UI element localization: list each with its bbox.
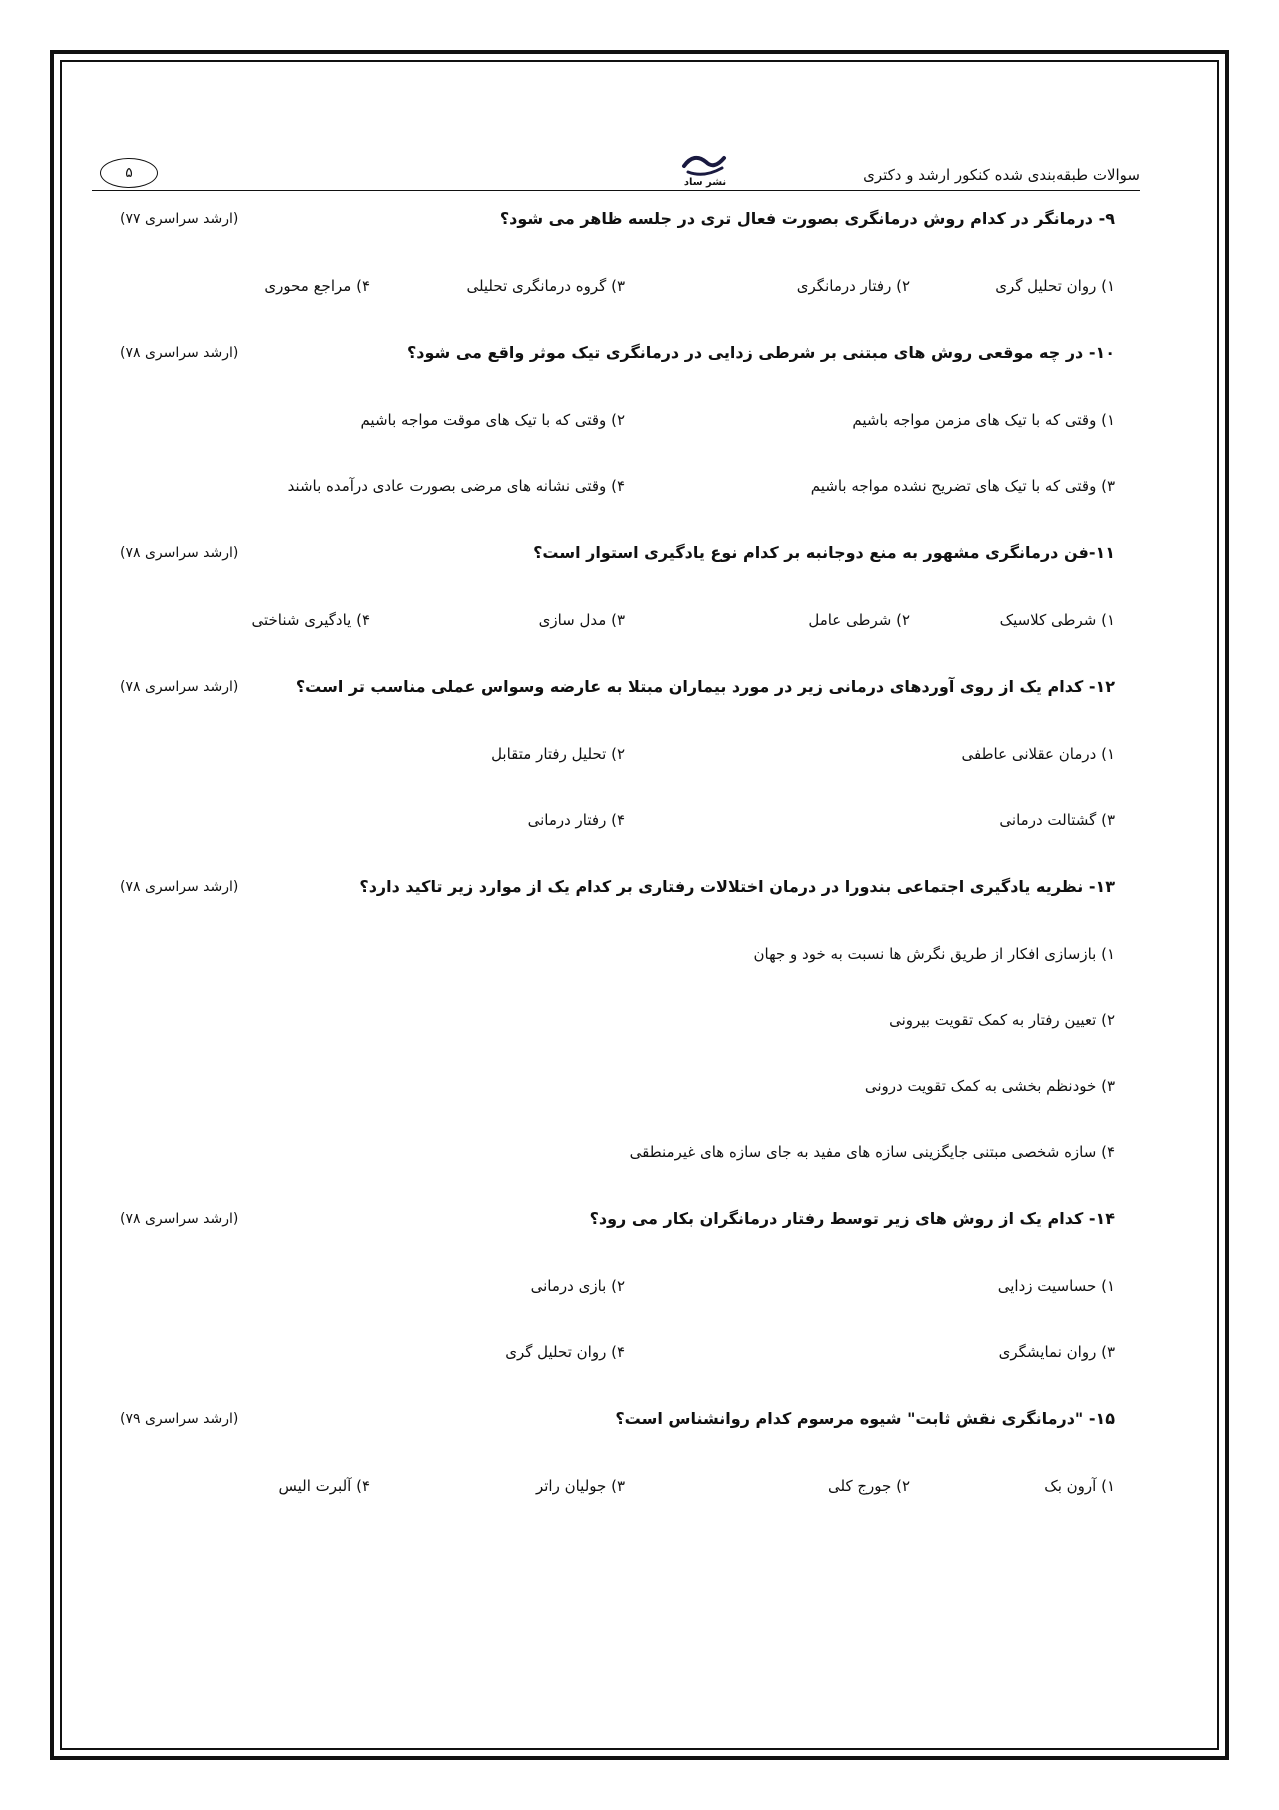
option: ۱) شرطی کلاسیک	[999, 611, 1115, 629]
options-row	[120, 1139, 1115, 1169]
question-text: ۱۴- کدام یک از روش های زیر توسط رفتار درمانگران بکار می رود؟	[589, 1209, 1115, 1228]
option: ۱) حساسیت زدایی	[997, 1277, 1115, 1295]
option: ۱) روان تحلیل گری	[995, 277, 1115, 295]
logo-text: نشر ساد	[683, 177, 727, 188]
question-source: (ارشد سراسری ۷۸)	[120, 545, 239, 561]
option: ۴) مراجع محوری	[264, 277, 370, 295]
option: ۱) وقتی که با تیک های مزمن مواجه باشیم	[852, 411, 1115, 429]
options-row	[120, 1339, 1115, 1369]
options-row	[120, 607, 1115, 637]
page-header	[92, 148, 1140, 190]
question-13	[120, 873, 1115, 905]
options-row	[120, 941, 1115, 971]
question-14	[120, 1205, 1115, 1237]
option: ۳) خودنظم بخشی به کمک تقویت درونی	[864, 1077, 1115, 1095]
options-row	[120, 741, 1115, 771]
option: ۴) آلبرت الیس	[278, 1477, 370, 1495]
question-15	[120, 1405, 1115, 1437]
option: ۴) یادگیری شناختی	[251, 611, 370, 629]
option: ۲) تعیین رفتار به کمک تقویت بیرونی	[889, 1011, 1115, 1029]
page-number: ۵	[100, 158, 158, 188]
option: ۲) شرطی عامل	[808, 611, 910, 629]
header-divider	[92, 190, 1140, 191]
options-row	[120, 807, 1115, 837]
question-source: (ارشد سراسری ۷۷)	[120, 211, 239, 227]
question-text: ۹- درمانگر در کدام روش درمانگری بصورت فعال تری در جلسه ظاهر می شود؟	[499, 209, 1115, 228]
question-text: ۱۳- نظریه یادگیری اجتماعی بندورا در درمان اختلالات رفتاری بر کدام یک از موارد زیر تاکید دارد؟	[359, 877, 1115, 896]
option: ۴) روان تحلیل گری	[505, 1343, 625, 1361]
option: ۴) سازه شخصی مبتنی جایگزینی سازه های مفید به جای سازه های غیرمنطقی	[629, 1143, 1115, 1161]
option: ۳) روان نمایشگری	[998, 1343, 1115, 1361]
option: ۲) رفتار درمانگری	[796, 277, 910, 295]
option: ۴) رفتار درمانی	[527, 811, 625, 829]
option: ۱) درمان عقلانی عاطفی	[961, 745, 1115, 763]
options-row	[120, 1473, 1115, 1503]
question-list	[120, 205, 1115, 1503]
question-9	[120, 205, 1115, 237]
option: ۳) مدل سازی	[538, 611, 625, 629]
question-source: (ارشد سراسری ۷۸)	[120, 679, 239, 695]
options-row	[120, 407, 1115, 437]
option: ۲) تحلیل رفتار متقابل	[491, 745, 625, 763]
header-title: سوالات طبقه‌بندی شده کنکور ارشد و دکتری	[863, 166, 1140, 184]
options-row	[120, 273, 1115, 303]
option: ۱) بازسازی افکار از طریق نگرش ها نسبت به خود و جهان	[753, 945, 1115, 963]
options-row	[120, 1273, 1115, 1303]
option: ۴) وقتی نشانه های مرضی بصورت عادی درآمده باشند	[287, 477, 625, 495]
question-text: ۱۵- "درمانگری نقش ثابت" شیوه مرسوم کدام روانشناس است؟	[615, 1409, 1115, 1428]
option: ۱) آرون بک	[1044, 1477, 1115, 1495]
question-source: (ارشد سراسری ۷۹)	[120, 1411, 239, 1427]
options-row	[120, 473, 1115, 503]
option: ۲) جورج کلی	[827, 1477, 910, 1495]
question-text: ۱۱-فن درمانگری مشهور به منع دوجانبه بر کدام نوع یادگیری استوار است؟	[533, 543, 1115, 562]
question-11	[120, 539, 1115, 571]
option: ۳) جولیان راتر	[535, 1477, 625, 1495]
option: ۲) بازی درمانی	[530, 1277, 625, 1295]
options-row	[120, 1073, 1115, 1103]
question-12	[120, 673, 1115, 705]
option: ۳) گشتالت درمانی	[999, 811, 1115, 829]
publisher-logo	[674, 148, 736, 190]
option: ۳) گروه درمانگری تحلیلی	[466, 277, 625, 295]
question-source: (ارشد سراسری ۷۸)	[120, 1211, 239, 1227]
option: ۳) وقتی که با تیک های تضریح نشده مواجه باشیم	[810, 477, 1115, 495]
option: ۲) وقتی که با تیک های موقت مواجه باشیم	[360, 411, 625, 429]
logo-mark-icon	[674, 148, 736, 178]
question-10	[120, 339, 1115, 371]
question-text: ۱۲- کدام یک از روی آوردهای درمانی زیر در مورد بیماران مبتلا به عارضه وسواس عملی مناسب تر است؟	[295, 677, 1115, 696]
question-text: ۱۰- در چه موقعی روش های مبتنی بر شرطی زدایی در درمانگری تیک موثر واقع می شود؟	[407, 343, 1115, 362]
question-source: (ارشد سراسری ۷۸)	[120, 345, 239, 361]
options-row	[120, 1007, 1115, 1037]
question-source: (ارشد سراسری ۷۸)	[120, 879, 239, 895]
